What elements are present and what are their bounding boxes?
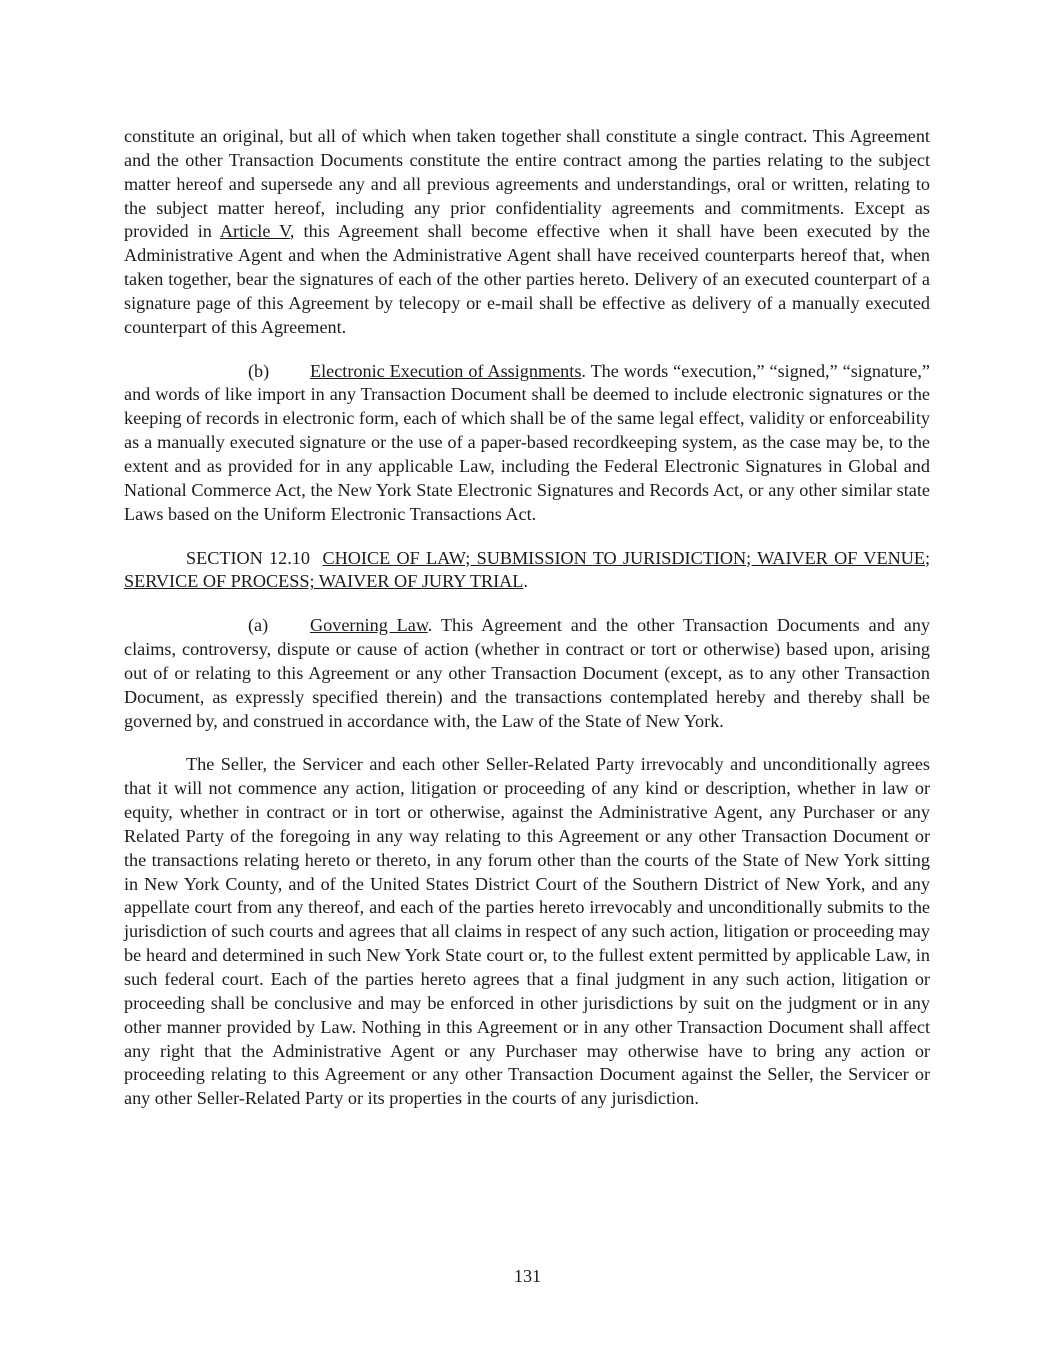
paragraph-electronic-execution-body: The words “execution,” “signed,” “signature,” and words of like import in any Transaction Document shall be deemed to include electronic signatures or the keeping of records in electronic form, each of which shall be of the same legal effect, validity or enforceability as a manually executed signature or the use of a paper-based recordkeeping system, as the case may be, to the extent and as provided for in any applicable Law, including the Federal Electronic Signatures in Global and National Commerce Act, the New York State Electronic Signatures and Records Act, or any other similar state Laws based on the Uniform Electronic Transactions Act.: [124, 360, 930, 524]
paragraph-counterparts-text-2: , this Agreement shall become effective when it shall have been executed by the Administrative Agent and when the Administrative Agent shall have received counterparts hereof that, when taken together, bear the signatures of each of the other parties hereto. Delivery of an executed counterpart of a signature page of this Agreement by telecopy or e-mail shall be effective as delivery of a manually executed counterpart of this Agreement.: [124, 221, 930, 337]
paragraph-gap: [124, 594, 930, 614]
subsection-heading-punct: .: [581, 360, 586, 381]
subsection-number-b: (b): [248, 360, 270, 381]
paragraph-counterparts: [124, 125, 930, 340]
subsection-heading-punct: .: [427, 615, 433, 636]
subsection-heading-electronic-execution: Electronic Execution of Assignments: [310, 360, 582, 381]
paragraph-gap: [124, 527, 930, 547]
subsection-number-a: (a): [248, 615, 269, 636]
paragraph-counterparts-text-1: constitute an original, but all of which when taken together shall constitute a single contract. This Agreement and the other Transaction Documents constitute the entire contract among the parties relating to the subject matter hereof and supersede any and all previous agreements and understandings, oral or written, relating to the subject matter hereof, including any prior confidentiality agreements and commitments. Except as provided in: [124, 126, 930, 242]
paragraph-gap: [124, 340, 930, 360]
section-number: SECTION 12.10: [186, 547, 310, 568]
paragraph-electronic-execution: [124, 360, 930, 527]
paragraph-gap: [124, 733, 930, 753]
document-page: [124, 125, 930, 1111]
paragraph-governing-law: [124, 614, 930, 733]
subsection-heading-governing-law: Governing Law: [310, 615, 428, 636]
section-12-10-heading: [124, 547, 930, 595]
section-title-punct: .: [523, 571, 528, 592]
section-title: CHOICE OF LAW; SUBMISSION TO JURISDICTION; WAIVER OF VENUE; SERVICE OF PROCESS; WAIVER OF JURY TRIAL: [124, 547, 931, 592]
paragraph-governing-law-body: This Agreement and the other Transaction Documents and any claims, controversy, dispute or cause of action (whether in contract or tort or otherwise) based upon, arising out of or relating to this Agreement or any other Transaction Document (except, as to any other Transaction Document, as expressly specified therein) and the transactions contemplated hereby and thereby shall be governed by, and construed in accordance with, the Law of the State of New York.: [124, 615, 931, 731]
page-number: 131: [513, 1266, 542, 1286]
article-v-reference: Article V: [219, 221, 290, 242]
paragraph-submission-to-jurisdiction: The Seller, the Servicer and each other Seller-Related Party irrevocably and unconditionally agrees that it will not commence any action, litigation or proceeding of any kind or description, whether in law or equity, whether in contract or in tort or otherwise, against the Administrative Agent, any Purchaser or any Related Party of the foregoing in any way relating to this Agreement or any other Transaction Document or the transactions relating hereto or thereto, in any forum other than the courts of the State of New York sitting in New York County, and of the United States District Court of the Southern District of New York, and any appellate court from any thereof, and each of the parties hereto irrevocably and unconditionally submits to the jurisdiction of such courts and agrees that all claims in respect of any such action, litigation or proceeding may be heard and determined in such New York State court or, to the fullest extent permitted by applicable Law, in such federal court. Each of the parties hereto agrees that a final judgment in any such action, litigation or proceeding shall be conclusive and may be enforced in other jurisdictions by suit on the judgment or in any other manner provided by Law. Nothing in this Agreement or in any other Transaction Document shall affect any right that the Administrative Agent or any Purchaser may otherwise have to bring any action or proceeding relating to this Agreement or any other Transaction Document against the Seller, the Servicer or any other Seller-Related Party or its properties in the courts of any jurisdiction.: [124, 754, 930, 1109]
